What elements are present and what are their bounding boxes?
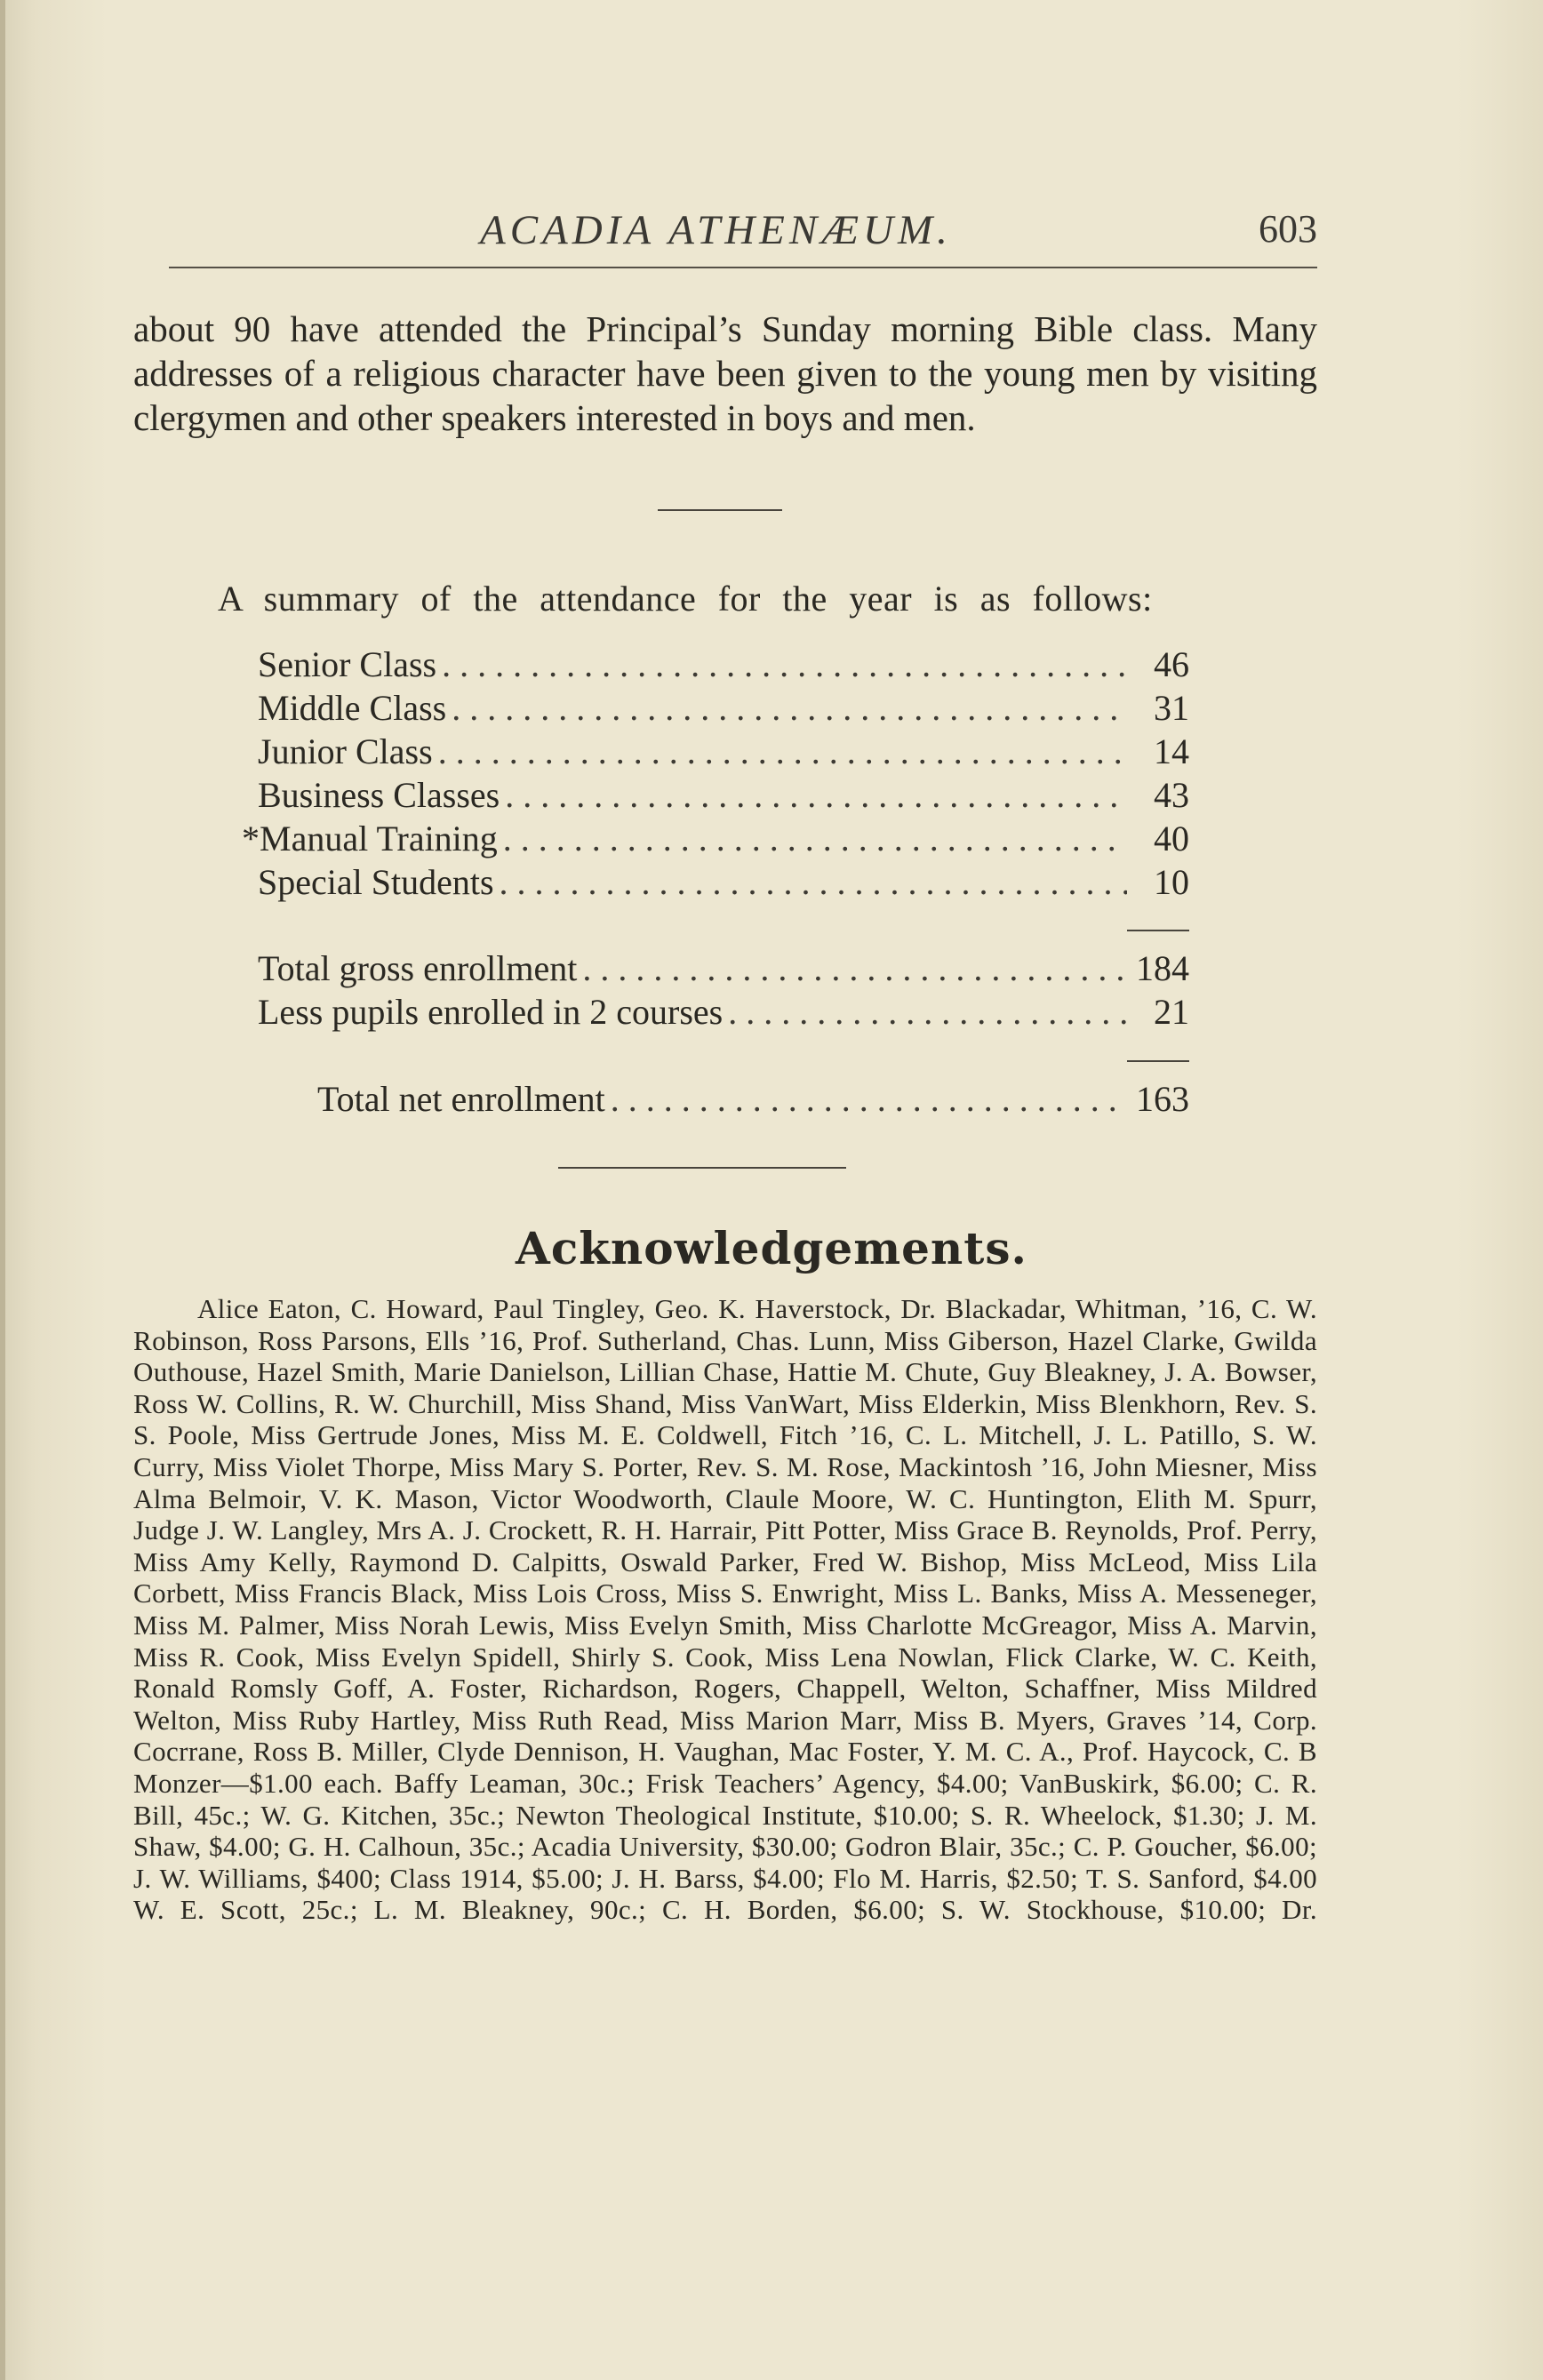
summary-row-label: Middle Class: [258, 688, 447, 728]
summary-row-value: 31: [1154, 688, 1189, 728]
summary-row: [258, 731, 1189, 775]
net-enrollment-row: [317, 1078, 1189, 1122]
less-pupils-row: [258, 991, 1189, 1035]
dot-leader: [442, 643, 1127, 685]
less-pupils-value: 21: [1154, 992, 1189, 1032]
section-divider-long: [558, 1167, 846, 1169]
summary-row-value: 43: [1154, 775, 1189, 815]
page-number: 603: [1259, 207, 1317, 251]
journal-title: ACADIA ATHENÆUM.: [480, 207, 952, 253]
summary-row-value: 14: [1154, 731, 1189, 771]
summary-row: [258, 774, 1189, 819]
subtotal-rule: [1127, 930, 1189, 931]
dot-leader: [503, 818, 1127, 859]
gross-enrollment-row: [258, 947, 1189, 992]
dot-leader: [611, 1078, 1127, 1120]
summary-row: [258, 643, 1189, 688]
dot-leader: [500, 861, 1127, 903]
summary-row-label: Special Students: [258, 862, 494, 902]
summary-row-label: Junior Class: [258, 731, 433, 771]
section-divider-short: [658, 509, 782, 511]
summary-row: [258, 861, 1189, 906]
acknowledgements-body: Alice Eaton, C. Howard, Paul Tingley, Geo. K. Haverstock, Dr. Blackadar, Whitman, ’16, C. W. Robinson, Ross Parsons, Ells ’16, Prof. Sutherland, Chas. Lunn, Miss Giberson, Hazel Clarke, Gwilda Outhouse, Hazel Smith, Marie Danielson, Lillian Chase, Hattie M. Chute, Guy Bleakney, J. A. Bowser, Ross W. Collins, R. W. Churchill, Miss Shand, Miss VanWart, Miss Elderkin, Miss Blenkhorn, Rev. S. S. Poole, Miss Gertrude Jones, Miss M. E. Coldwell, Fitch ’16, C. L. Mitchell, J. L. Patillo, S. W. Curry, Miss Violet Thorpe, Miss Mary S. Porter, Rev. S. M. Rose, Mackintosh ’16, John Miesner, Miss Alma Belmoir, V. K. Mason, Victor Woodworth, Claule Moore, W. C. Huntington, Elith M. Spurr, Judge J. W. Langley, Mrs A. J. Crockett, R. H. Harrair, Pitt Potter, Miss Grace B. Reynolds, Prof. Perry, Miss Amy Kelly, Raymond D. Calpitts, Oswald Parker, Fred W. Bishop, Miss McLeod, Miss Lila Corbett, Miss Francis Black, Miss Lois Cross, Miss S. Enwright, Miss L. Banks, Miss A. Messeneger, Miss M. Palmer, Miss Norah Lewis, Miss Evelyn Smith, Miss Charlotte McGreagor, Miss A. Marvin, Miss R. Cook, Miss Evelyn Spidell, Shirly S. Cook, Miss Lena Nowlan, Flick Clarke, W. C. Keith, Ronald Romsly Goff, A. Foster, Richardson, Rogers, Chappell, Welton, Schaffner, Miss Mildred Welton, Miss Ruby Hartley, Miss Ruth Read, Miss Marion Marr, Miss B. Myers, Graves ’14, Corp. Cocrrane, Ross B. Miller, Clyde Dennison, H. Vaughan, Mac Foster, Y. M. C. A., Prof. Haycock, C. B Monzer—$1.00 each. Baffy Leaman, 30c.; Frisk Teachers’ Agency, $4.00; VanBuskirk, $6.00; C. R. Bill, 45c.; W. G. Kitchen, 35c.; Newton Theological Institute, $10.00; S. R. Wheelock, $1.30; J. M. Shaw, $4.00; G. H. Calhoun, 35c.; Acadia University, $30.00; Godron Blair, 35c.; C. P. Goucher, $6.00; J. W. Williams, $400; Class 1914, $5.00; J. H. Barss, $4.00; Flo M. Harris, $2.50; T. S. Sanford, $4.00 W. E. Scott, 25c.; L. M. Bleakney, 90c.; C. H. Borden, $6.00; S. W. Stockhouse, $10.00; Dr.: [133, 1293, 1317, 1926]
summary-row: [242, 818, 1189, 862]
total-rule: [1127, 1060, 1189, 1062]
summary-row: [258, 687, 1189, 731]
running-header: [169, 206, 1317, 256]
gross-enrollment-label: Total gross enrollment: [258, 948, 578, 988]
acknowledgements-heading: Acknowledgements.: [516, 1222, 1027, 1274]
net-enrollment-label: Total net enrollment: [317, 1079, 605, 1119]
dot-leader: [582, 947, 1127, 989]
net-enrollment-value: 163: [1136, 1079, 1189, 1119]
summary-row-label: Senior Class: [258, 644, 437, 684]
summary-row-value: 46: [1154, 644, 1189, 684]
dot-leader: [505, 774, 1127, 816]
page-spine-edge: [0, 0, 5, 2380]
intro-paragraph: about 90 have attended the Principal’s Sunday morning Bible class. Many addresses of a religious character have been given to the young men by visiting clergymen and other speakers interested in boys and men.: [133, 308, 1317, 438]
summary-row-value: 40: [1154, 819, 1189, 859]
summary-row-label: Business Classes: [258, 775, 500, 815]
dot-leader: [438, 731, 1127, 772]
dot-leader: [452, 687, 1127, 729]
gross-enrollment-value: 184: [1136, 948, 1189, 988]
dot-leader: [728, 991, 1127, 1033]
header-rule: [169, 267, 1317, 268]
summary-intro: A summary of the attendance for the year is as follows:: [218, 579, 1153, 619]
summary-row-value: 10: [1154, 862, 1189, 902]
less-pupils-label: Less pupils enrolled in 2 courses: [258, 992, 724, 1032]
summary-row-label: *Manual Training: [242, 819, 498, 859]
